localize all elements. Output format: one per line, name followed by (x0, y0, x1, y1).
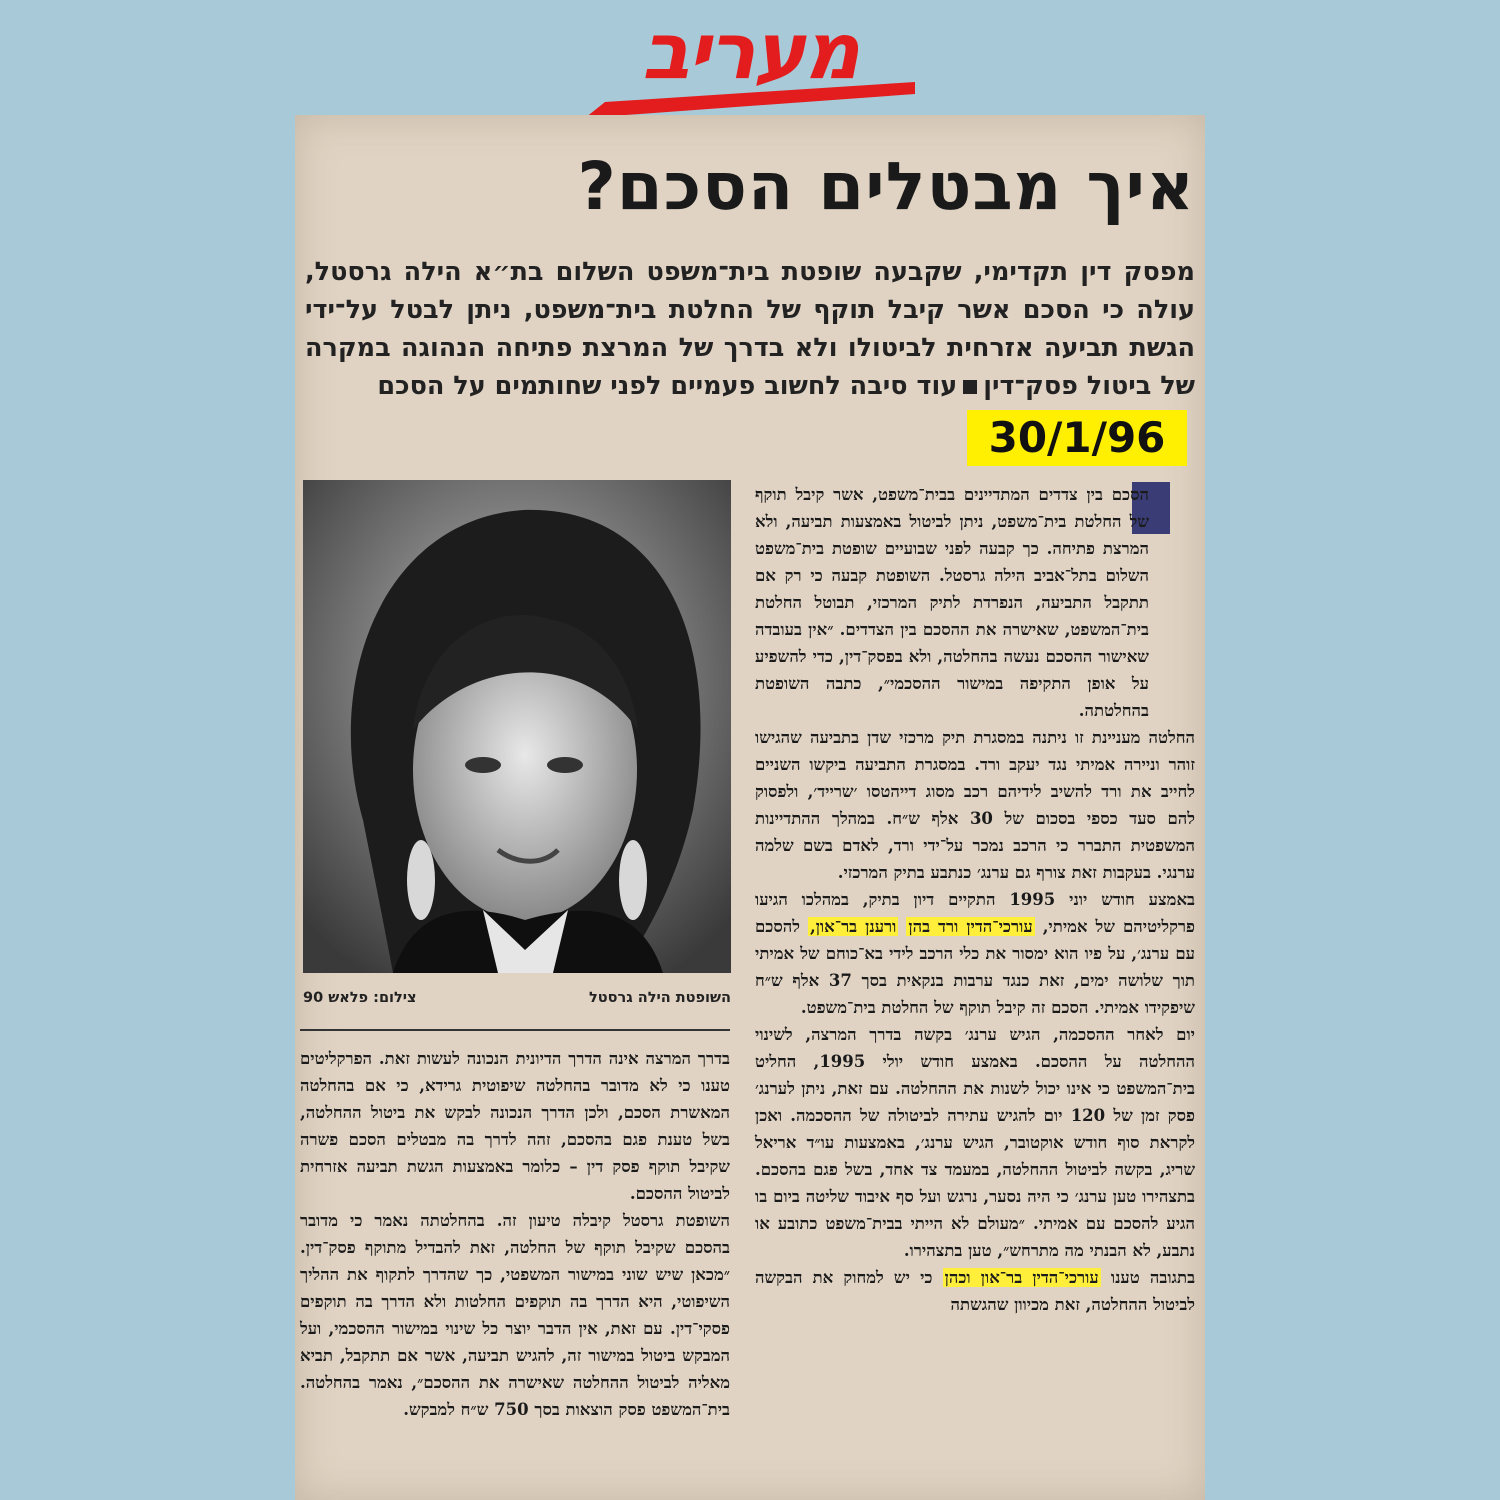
highlighted-text: עורכי־הדין בר־און וכהן (944, 1268, 1099, 1287)
highlighted-text: עורכי־הדין ורד בהן (908, 917, 1033, 936)
paragraph: יום לאחר ההסכמה, הגיש ערנג׳ בקשה בדרך המרצה, לשינוי ההחלטה על ההסכם. באמצע חודש יולי 1995, החליט בית־המשפט כי אינו יכול לשנות את ההחלטה. עם זאת, ניתן לערנג׳ פסק זמן של 120 יום להגיש עתירה לביטולה של ההסכמה. ואכן לקראת סוף חודש אוקטובר, הגיש ערנג׳, באמצעות עו״ד אריאל שריג, בקשה לביטול ההחלטה, במעמד צד אחד, בשל פגם בהסכם. בתצהירו טען ערנג׳ כי היה נסער, נרגש ועל סף איבוד שליטה ביום בו הגיע להסכם עם אמיתי. ״מעולם לא הייתי בבית־משפט כתובע או נתבע, לא הבנתי מה מתרחש״, טען בתצהירו. (755, 1025, 1195, 1260)
paragraph: השופטת גרסטל קיבלה טיעון זה. בהחלטתה נאמר כי מדובר בהסכם שקיבל תוקף של החלטה, זאת להבדיל מתוקף פסק־דין. ״מכאן שיש שוני במישור המשפטי, כך שהדרך לתקוף את ההליך השיפוטי, היא הדרך בה תוקפים החלטות ולא הדרך בה תוקפים פסקי־דין. עם זאת, אין הדבר יוצר כל שינוי במישור ההסכמי, ועל המבקש ביטול במישור זה, להגיש תביעה, אשר אם תתקבל, תביא מאליה לביטול ההחלטה שאישרה את ההסכם״, נאמר בהחלטה. בית־המשפט פסק הוצאות בסך 750 ש״ח למבקש. (300, 1211, 730, 1419)
newspaper-clipping (295, 115, 1205, 1500)
paragraph-text: כי יש למחוק את הבקשה לביטול ההחלטה, זאת מכיוון שהגשתה (755, 1268, 1195, 1314)
date-badge: 30/1/96 (967, 410, 1187, 466)
judge-photo (303, 480, 731, 973)
logo-text: מעריב (642, 7, 858, 97)
article-column-left (300, 1045, 730, 1423)
paragraph-text: באמצע חודש יוני 1995 התקיים דיון בתיק, במהלכו הגיעו פרקליטיהם של אמיתי, (755, 890, 1195, 936)
lede-tail: עוד סיבה לחשוב פעמיים לפני שחותמים על הסכם (377, 371, 958, 401)
maariv-logo (585, 7, 915, 110)
photo-credit: צילום: פלאש 90 (303, 990, 417, 1006)
portrait-photo (303, 480, 731, 973)
paragraph (755, 481, 1195, 724)
caption-divider (300, 1029, 730, 1031)
paragraph-text: בתגובה טענו (1110, 1268, 1196, 1287)
article-headline: איך מבטלים הסכם? (577, 148, 1195, 225)
bullet-square-icon (963, 380, 977, 394)
paragraph (755, 1264, 1195, 1318)
paragraph: החלטה מעניינת זו ניתנה במסגרת תיק מרכזי שדן בתביעה שהגישו זוהר וניירה אמיתי נגד יעקב ורד. במסגרת התביעה ביקשו השניים לחייב את ורד להשיב לידיהם רכב מסוג דייהטסו ׳שרייד׳, ולפסוק להם סעד כספי בסכום של 30 אלף ש״ח. במהלך ההתדיינות המשפטית התברר כי הרכב נמכר על־ידי ורד, לאדם בשם שלמה ערנגי. בעקבות זאת צורף גם ערנג׳ כנתבע בתיק המרכזי. (755, 728, 1195, 882)
article-lede (305, 253, 1195, 405)
lede-main: מפסק דין תקדימי, שקבעה שופטת בית־משפט השלום בת״א הילה גרסטל, עולה כי הסכם אשר קיבל תוקף של החלטת בית־משפט, ניתן לבטל על־ידי הגשת תביעה אזרחית לביטולו ולא בדרך של המרצת פתיחה הנהוגה במקרה של ביטול פסק־דין (305, 257, 1195, 401)
caption-name: השופטת הילה גרסטל (589, 990, 731, 1006)
highlighted-text: ורענן בר־און, (809, 917, 897, 936)
paragraph-text: הסכם בין צדדים המתדיינים בבית־משפט, אשר קיבל תוקף של החלטת בית־משפט, ניתן לביטול באמצעות תביעה, ולא המרצת פתיחה. כך קבעה לפני שבועיים שופטת בית־משפט השלום בתל־אביב הילה גרסטל. השופטת קבעה כי רק אם תתקבל התביעה, הנפרדת לתיק המרכזי, תבוטל החלטת בית־המשפט, שאישרה את ההסכם בין הצדדים. ״אין בעובדה שאישור ההסכם נעשה בהחלטה, ולא בפסק־דין, כדי להשפיע על אופן התקיפה במישור ההסכמי״, כתבה השופטת בהחלטתה. (755, 485, 1149, 720)
paragraph: בדרך המרצה אינה הדרך הדיונית הנכונה לעשות זאת. הפרקליטים טענו כי לא מדובר בהחלטה שיפוטית גרידא, כי אם בהחלטה המאשרת הסכם, ולכן הדרך הנכונה לבקש את ביטול ההחלטה, בשל טענת פגם בהסכם, זהה לדרך בה מבטלים הסכם פשרה שקיבל תוקף פסק דין – כלומר באמצעות הגשת תביעה אזרחית לביטול ההסכם. (300, 1049, 730, 1203)
photo-caption (303, 985, 731, 1011)
paragraph-text: להסכם עם ערנג׳, על פיו הוא ימסור את כלי הרכב לידי בא־כוחם של אמיתי תוך שלושה ימים, זאת כנגד ערבות בנקאית בסך 37 אלף ש״ח שיפקידו אמיתי. הסכם זה קיבל תוקף של החלטת בית־משפט. (755, 917, 1195, 1017)
article-column-right (755, 481, 1195, 1318)
paragraph (755, 886, 1195, 1021)
